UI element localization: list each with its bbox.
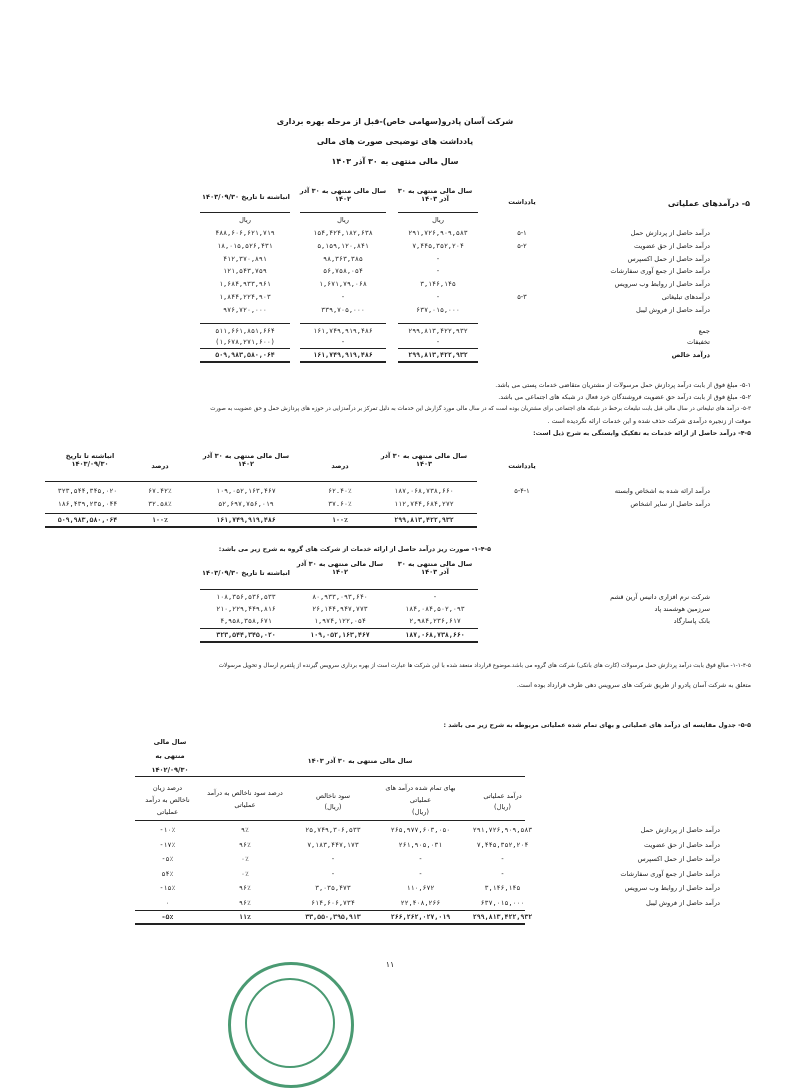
net-label: درآمد خالص [671, 351, 710, 359]
col-cum-header: انباشته تا تاریخ ۱۴۰۳/۰۹/۳۰ [202, 193, 290, 201]
t3-row-label: شرکت نرم افزاری دانیس آرین قشم [610, 593, 710, 601]
t3-col-cum: انباشته تا تاریخ ۱۴۰۳/۰۹/۳۰ [202, 569, 290, 577]
t2-row-1403: ۱۸۷,۰۶۸,۷۳۸,۶۶۰ [394, 487, 454, 495]
t3-row-1402: ۲۶,۱۴۴,۹۴۷,۷۷۳ [312, 605, 368, 613]
t2-row-cum: ۳۲۳,۵۴۴,۳۴۵,۰۲۰ [57, 487, 118, 495]
t4-row-label: درآمد حاصل از حق عضویت [644, 840, 720, 849]
t3-row-label: بانک پاسارگاد [673, 617, 710, 625]
revenue-row-note: ۵-۲ [517, 241, 527, 250]
t4-row-gp: ۶۱۴,۶۰۶,۷۳۴ [311, 898, 355, 907]
t2-total-pct1: ۱۰۰٪ [332, 516, 348, 524]
discount-label: تخفیفات [687, 338, 710, 346]
revenue-row-1403: - [436, 293, 440, 301]
t4-row-cost: - [418, 855, 423, 863]
t4-prev-a: سال مالی [153, 738, 187, 746]
revenue-row-label: درآمد حاصل از حق عضویت [634, 241, 710, 250]
revenue-row-1403: - [436, 254, 440, 263]
t4-h-cost-a: بهای تمام شده درآمد های [385, 784, 456, 792]
t4-h-gpp-a: درصد سود ناخالص به درآمد [207, 789, 283, 797]
t4-h-gpp-b: عملیاتی [234, 801, 256, 809]
t4-h-rev-b: (ریال) [494, 803, 511, 811]
revenue-row-cum: ۱۸,۰۱۵,۵۲۶,۴۳۱ [217, 241, 273, 250]
t2-col-pct2: درصد [151, 462, 169, 470]
revenue-row-1403: - [436, 267, 440, 276]
net-1402: ۱۶۱,۷۴۹,۹۱۹,۴۸۶ [313, 351, 373, 359]
revenue-row-1403: ۷,۴۴۵,۳۵۲,۲۰۴ [412, 241, 464, 250]
t4-h-cost-c: (ریال) [412, 808, 429, 816]
note-5-4-1-1-cont: متعلق به شرکت آسان پادرو از طریق شرکت های سرویس دهی طرف قرارداد بوده است. [516, 682, 751, 689]
revenue-row-cum: ۱,۶۸۴,۹۳۳,۹۶۱ [219, 280, 271, 289]
t4-row-gpp: ۹۶٪ [239, 884, 251, 892]
t2-total-1403: ۲۹۹,۸۱۳,۴۲۲,۹۳۲ [394, 516, 454, 524]
sum-label: جمع [698, 327, 710, 335]
t4-total-cost: ۲۶۶,۲۶۲,۰۲۷,۰۱۹ [390, 913, 451, 921]
t3-row-cum: ۱۰۸,۳۵۶,۵۳۶,۵۳۳ [216, 593, 276, 601]
discount-1403: - [436, 338, 440, 346]
t2-row-pct1: ۶۲.۴۰٪ [328, 487, 352, 495]
t4-h-cost-b: عملیاتی [409, 796, 432, 804]
t4-total-gpp: ۱۱٪ [239, 913, 251, 921]
col-note-header: یادداشت [508, 198, 536, 206]
t4-prev-b: منتهی به [155, 752, 185, 760]
t4-h-prev-b: ناخالص به درآمد [145, 796, 190, 804]
t4-row-cost: ۱۱۰,۶۷۲ [406, 884, 435, 892]
company-title: شرکت آسان پادرو(سهامی خاص)-قبل از مرحله بهره برداری [276, 117, 514, 126]
t2-row-1402: ۱۰۹,۰۵۲,۱۶۳,۴۶۷ [216, 487, 276, 495]
t2-row-label: درآمد ارائه شده به اشخاص وابسته [614, 487, 710, 495]
t4-row-gpp: ۹٪ [241, 826, 249, 834]
t3-row-1402: ۸۰,۹۳۳,۰۹۳,۶۴۰ [312, 593, 368, 601]
col-1402-header: سال مالی منتهی به ۳۰ آذر ۱۴۰۲ [299, 187, 387, 203]
t4-row-rev: ۶۳۷,۰۱۵,۰۰۰ [480, 898, 525, 907]
t4-row-rev: ۷,۴۴۵,۳۵۲,۲۰۴ [476, 840, 529, 849]
revenue-row-cum: ۱۲۱,۵۴۳,۷۵۹ [223, 267, 267, 276]
note-5-4-1-1: ۱-۱-۴-۵- مبالغ فوق بابت درآمد پردازش حمل مرسولات (کارت های بانکی) شرکت های گروه می باشد.موضوع قرارداد منعقد شده با این شرکت ها عبارت است از بهره برداری سرویس گیرنده از پلتفرم ارسال و تحویل مرسولات [218, 663, 751, 669]
t2-total-cum: ۵۰۹,۹۸۳,۵۸۰,۰۶۴ [57, 516, 118, 524]
revenue-row-cum: ۴۸۸,۶۰۶,۶۲۱,۷۱۹ [215, 229, 275, 237]
t4-total-gp: ۳۳,۵۵۰,۳۹۵,۹۱۳ [305, 913, 361, 921]
t4-row-gpp: ۹۶٪ [239, 840, 251, 849]
revenue-row-label: درآمد حاصل از فروش لیبل [635, 305, 710, 314]
revenue-row-1402: ۵۶,۷۵۸,۰۵۴ [323, 267, 363, 276]
t3-total-1402: ۱۰۹,۰۵۲,۱۶۳,۴۶۷ [310, 631, 370, 639]
t3-intro: ۱-۴-۵- صورت ریز درآمد حاصل از ارائه خدمات از شرکت های گروه به شرح زیر می باشد: [218, 546, 491, 553]
t3-row-label: سرزمین هوشمند پاد [654, 605, 710, 613]
t4-row-gpp: ۰٪ [241, 855, 249, 863]
t4-h-prev-a: درصد زیان [152, 784, 183, 792]
t4-row-gp: - [331, 855, 335, 863]
t2-row-pct2: ۶۷.۴۲٪ [148, 487, 172, 495]
t3-row-1402: ۱,۹۷۴,۱۲۲,۰۵۴ [314, 617, 366, 625]
t3-row-cum: ۴,۹۵۸,۳۵۸,۶۷۱ [220, 617, 272, 625]
revenue-row-label: درآمد حاصل از جمع آوری سفارشات [610, 267, 710, 276]
t4-row-cost: ۲۶۵,۹۷۷,۶۰۳,۰۵۰ [390, 826, 451, 834]
t4-row-gp: ۷,۱۸۳,۴۴۷,۱۷۳ [307, 840, 359, 849]
period-title: سال مالی منتهی به ۳۰ آذر ۱۴۰۳ [331, 157, 459, 166]
t4-row-rev: ۳,۱۴۶,۱۴۵ [484, 884, 521, 892]
t2-row-label: درآمد حاصل از سایر اشخاص [630, 500, 710, 508]
t4-row-rev: - [500, 869, 505, 878]
t2-total-1402: ۱۶۱,۷۴۹,۹۱۹,۴۸۶ [216, 516, 276, 524]
t4-row-prev: -۱۷٪ [159, 840, 176, 849]
revenue-row-1402: ۱,۶۷۱,۷۹,۰۶۸ [319, 280, 367, 289]
t4-h-gp-a: سود ناخالص [316, 792, 350, 800]
t4-row-prev: ۰ [165, 898, 170, 907]
t3-row-cum: ۲۱۰,۲۲۹,۴۴۹,۸۱۶ [216, 605, 276, 613]
revenue-row-1403: ۳,۱۴۶,۱۴۵ [420, 280, 456, 289]
t2-row-pct1: ۳۷.۶۰٪ [328, 500, 352, 508]
t2-col-1402: سال مالی منتهی به ۳۰ آذر ۱۴۰۲ [202, 452, 290, 468]
unit-cum: ریال [239, 216, 251, 224]
t4-row-rev: ۲۹۱,۷۲۶,۹۰۹,۵۸۳ [472, 826, 533, 834]
t2-total-pct2: ۱۰۰٪ [152, 516, 168, 524]
revenue-row-1403: ۲۹۱,۷۲۶,۹۰۹,۵۸۳ [408, 229, 468, 237]
section-title: ۵- درآمدهای عملیاتی [667, 199, 750, 208]
t4-row-label: درآمد حاصل از روابط وب سرویس [624, 884, 720, 892]
t4-h-rev-a: درآمد عملیاتی [483, 792, 522, 800]
revenue-row-1402: ۹۸,۳۶۳,۳۸۵ [323, 254, 363, 263]
t3-col-1402: سال مالی منتهی به ۳۰ آذر ۱۴۰۲ [296, 560, 384, 576]
note-5-4: ۴-۵- درآمد حاصل از ارائه خدمات به تفکیک وابستگی به شرح ذیل است: [533, 430, 751, 437]
t2-col-cum: انباشته تا تاریخ ۱۴۰۳/۰۹/۳۰ [65, 452, 115, 468]
company-seal-inner [245, 978, 335, 1068]
t4-row-prev: -۱۵٪ [159, 884, 176, 892]
note-5-1: ۵-۱- مبلغ فوق از بابت درآمد پردازش حمل مرسولات از مشتریان متقاضی خدمات پستی می باشد. [495, 382, 751, 389]
t2-col-1403: سال مالی منتهی به ۳۰ آذر ۱۴۰۳ [380, 452, 468, 468]
t4-row-cost: ۲۶۱,۹۰۵,۰۳۱ [398, 840, 443, 849]
discount-cum: (۱,۶۷۸,۲۷۱,۶۰۰) [215, 338, 275, 346]
revenue-row-1403: ۶۳۷,۰۱۵,۰۰۰ [416, 305, 460, 314]
revenue-row-1402: ۳۳۹,۷۰۵,۰۰۰ [321, 305, 365, 314]
revenue-row-label: درآمدهای تبلیغاتی [661, 293, 710, 301]
net-cum: ۵۰۹,۹۸۳,۵۸۰,۰۶۴ [215, 351, 275, 359]
t3-total-cum: ۳۲۳,۵۴۴,۳۴۵,۰۲۰ [216, 631, 276, 639]
t4-row-label: درآمد حاصل از جمع آوری سفارشات [620, 869, 720, 878]
t3-row-1403: ۱۸۴,۰۸۴,۵۰۲,۰۹۳ [405, 605, 465, 613]
note-5-3: ۵-۳- درآمد های تبلیغاتی در سال مالی قبل بابت تبلیغات برخط در شبکه های اجتماعی برای مشتریان بوده است که در سال مالی مورد گزارش این خدمات به دلیل تمرکز بر درآمدزایی در حوزه های پردازش حمل و حق عضویت به صورت [210, 406, 751, 412]
revenue-row-1402: ۵,۱۵۹,۱۲۰,۸۴۱ [317, 241, 369, 250]
revenue-row-1402: - [341, 293, 345, 301]
t4-row-gp: - [331, 869, 335, 878]
revenue-row-label: درآمد حاصل از حمل اکسپرس [627, 254, 710, 263]
revenue-row-cum: ۱,۸۴۴,۲۲۴,۹۰۳ [219, 293, 271, 301]
t4-row-prev: ۵۴٪ [161, 869, 174, 878]
t4-row-prev: -۵٪ [161, 855, 174, 863]
t4-row-label: درآمد حاصل از پردازش حمل [640, 826, 720, 834]
revenue-row-note: ۵-۳ [517, 293, 527, 301]
notes-subtitle: یادداشت های توضیحی صورت های مالی [316, 137, 474, 146]
page-number: ۱۱ [385, 960, 395, 969]
t4-row-gp: ۳,۰۳۵,۴۷۳ [315, 884, 351, 892]
t2-row-pct2: ۳۲.۵۸٪ [148, 500, 172, 508]
col-1403-header: سال مالی منتهی به ۳۰ آذر ۱۴۰۳ [397, 187, 473, 203]
t4-row-gp: ۲۵,۷۴۹,۳۰۶,۵۳۳ [305, 826, 361, 834]
sum-1403: ۲۹۹,۸۱۳,۴۲۲,۹۳۲ [408, 327, 468, 335]
revenue-row-cum: ۹۷۶,۷۲۰,۰۰۰ [223, 305, 267, 314]
t4-intro: ۵-۵- جدول مقایسه ای درآمد های عملیاتی و بهای تمام شده عملیاتی مربوطه به شرح زیر می باشد : [443, 722, 751, 729]
t4-prev-c: ۱۴۰۲/۰۹/۳۰ [151, 766, 189, 774]
revenue-row-label: درآمد حاصل از پردازش حمل [630, 229, 710, 237]
t4-row-prev: -۱۰٪ [159, 826, 176, 834]
discount-1402: - [341, 338, 345, 346]
t4-h-prev-c: عملیاتی [156, 808, 179, 816]
revenue-row-note: ۵-۱ [517, 229, 527, 237]
sum-1402: ۱۶۱,۷۴۹,۹۱۹,۴۸۶ [313, 327, 373, 335]
t4-row-cost: - [418, 869, 423, 878]
t4-row-gpp: ۹۶٪ [239, 898, 251, 907]
sum-cum: ۵۱۱,۶۶۱,۸۵۱,۶۶۴ [215, 327, 275, 335]
t2-row-1403: ۱۱۲,۷۴۴,۶۸۴,۲۷۲ [394, 500, 454, 508]
t4-row-cost: ۲۲,۴۰۸,۲۶۶ [400, 898, 441, 907]
t4-h-gp-b: (ریال) [324, 803, 342, 811]
t3-row-1403: - [433, 593, 437, 601]
t4-row-rev: - [500, 855, 505, 863]
note-5-2: ۵-۲- مبلغ فوق از بابت درآمد حق عضویت فروشندگان خرد فعال در شبکه های اجتماعی می باشد. [498, 394, 751, 401]
t2-col-pct1: درصد [331, 462, 349, 470]
t3-row-1403: ۲,۹۸۴,۲۳۶,۶۱۷ [409, 617, 461, 625]
t4-row-gpp: ۰٪ [241, 869, 249, 878]
t2-row-1402: ۵۲,۶۹۷,۷۵۶,۰۱۹ [218, 500, 274, 508]
revenue-row-1402: ۱۵۴,۴۲۴,۱۸۲,۶۳۸ [313, 229, 373, 237]
note-5-3-cont: موقت از زنجیره درآمدی شرکت حذف شده و این خدمات ارائه نگردیده است . [547, 418, 751, 425]
t2-row-cum: ۱۸۶,۴۳۹,۲۳۵,۰۴۴ [57, 500, 118, 508]
t4-row-label: درآمد حاصل از فروش لیبل [645, 898, 720, 907]
t4-row-label: درآمد حاصل از حمل اکسپرس [637, 855, 720, 863]
t3-col-1403: سال مالی منتهی به ۳۰ آذر ۱۴۰۳ [397, 560, 473, 576]
unit-1403: ریال [432, 216, 444, 224]
t3-total-1403: ۱۸۷,۰۶۸,۷۳۸,۶۶۰ [405, 631, 465, 639]
unit-1402: ریال [337, 216, 349, 224]
t4-total-prev: -۵٪ [161, 913, 174, 921]
t2-col-note: یادداشت [508, 462, 536, 470]
t4-group-1403: سال مالی منتهی به ۳۰ آذر ۱۴۰۳ [307, 757, 413, 765]
net-1403: ۲۹۹,۸۱۳,۴۲۲,۹۳۲ [408, 351, 468, 359]
revenue-row-label: درآمد حاصل از روابط وب سرویس [614, 280, 710, 289]
revenue-row-cum: ۴۱۲,۳۷۰,۸۹۱ [223, 254, 267, 263]
t2-row-note: ۵-۴-۱ [514, 487, 530, 495]
t4-total-rev: ۲۹۹,۸۱۳,۴۲۲,۹۳۲ [472, 913, 533, 921]
